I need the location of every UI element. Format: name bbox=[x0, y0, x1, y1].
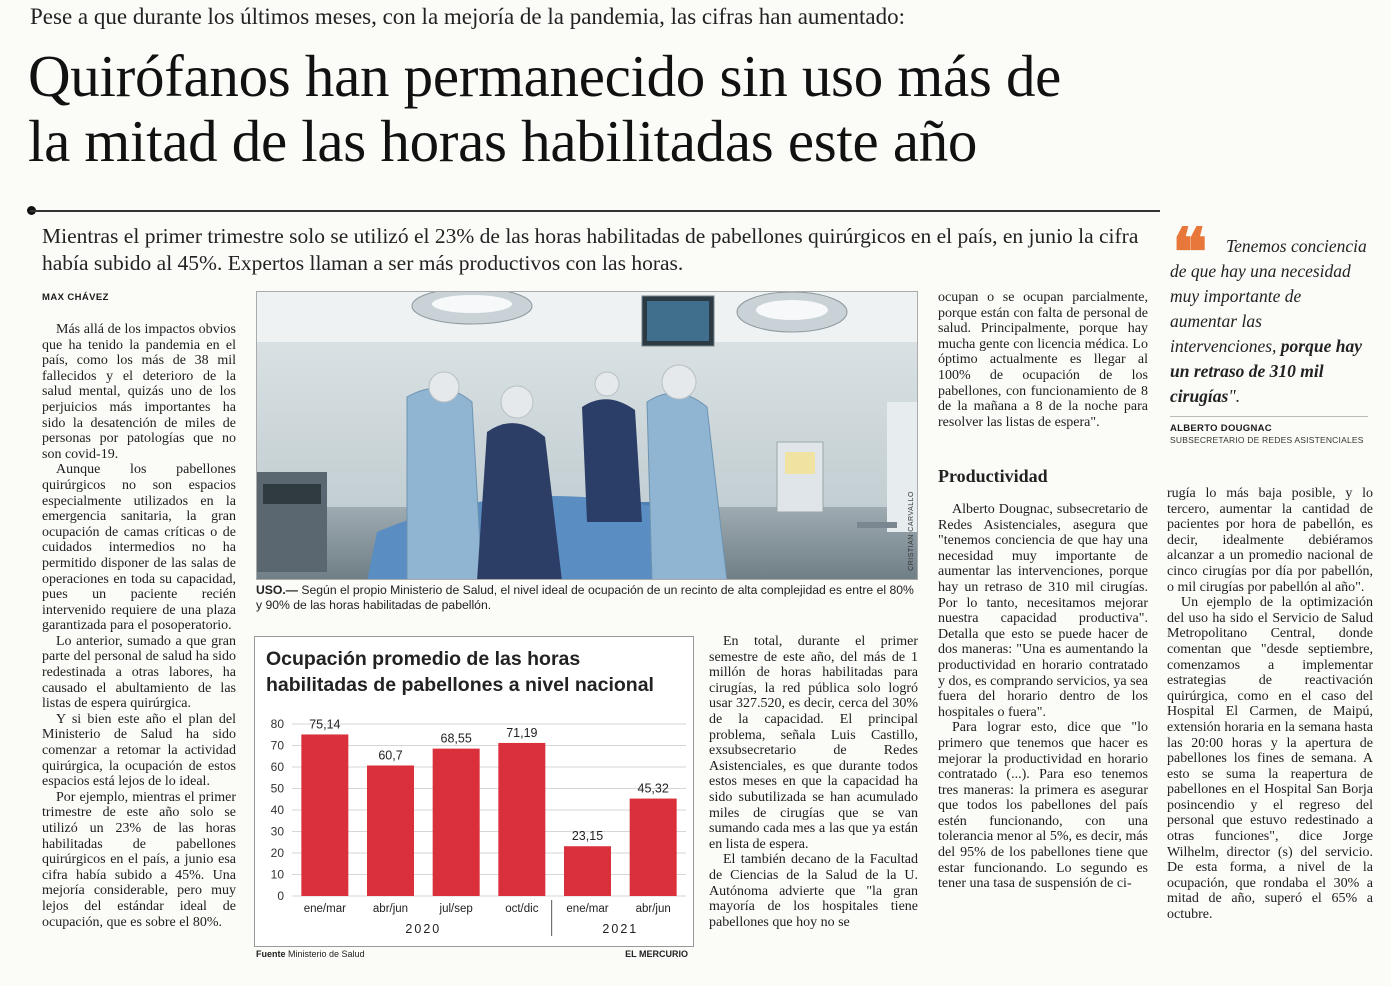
photo-illustration bbox=[257, 292, 918, 580]
operating-room-photo bbox=[256, 291, 918, 580]
column-3-bottom bbox=[938, 502, 1148, 892]
photo-caption bbox=[256, 583, 918, 613]
kicker: Pese a que durante los últimos meses, con la mejoría de la pandemia, las cifras han aumentado: bbox=[30, 4, 905, 29]
paragraph: rugía lo más baja posible, y lo tercero, aumentar la cantidad de pacientes por hora de pabellón, es decir, idealmente debiéramos alcanzar a un promedio nacional de cinco cirugías por día por pabellón, o mil cirugías por pabellón al año". bbox=[1167, 486, 1373, 595]
x-tick-label: jul/sep bbox=[439, 903, 473, 915]
headline bbox=[28, 44, 1368, 174]
bar bbox=[630, 799, 677, 896]
column-middle bbox=[709, 634, 918, 930]
data-label: 60,7 bbox=[378, 748, 403, 763]
y-tick-label: 60 bbox=[270, 760, 284, 774]
x-tick-label: abr/jun bbox=[635, 903, 671, 915]
bar bbox=[498, 743, 545, 896]
source-label: Fuente bbox=[256, 949, 286, 959]
x-tick-label: abr/jun bbox=[372, 903, 409, 915]
paragraph: Y si bien este año el plan del Ministerio de Salud ha sido comenzar a retomar la actividad quirúrgica, la ocupación de estos espacios está lejos de lo ideal. bbox=[42, 711, 236, 790]
quote-rule bbox=[1170, 416, 1368, 417]
headline-line-2: la mitad de las horas habilitadas este año bbox=[28, 108, 978, 174]
bar bbox=[433, 749, 480, 896]
occupancy-chart bbox=[254, 636, 694, 960]
quote-author-role: SUBSECRETARIO DE REDES ASISTENCIALES bbox=[1170, 435, 1364, 445]
quote-mark-icon: ❝ bbox=[1172, 213, 1208, 291]
headline-line-1: Quirófanos han permanecido sin uso más de bbox=[28, 43, 1062, 109]
y-tick-label: 30 bbox=[270, 824, 284, 839]
section-subhead: Productividad bbox=[938, 466, 1048, 486]
data-label: 75,14 bbox=[309, 717, 341, 732]
x-tick-label: ene/mar bbox=[303, 903, 346, 915]
section-rule bbox=[30, 210, 1160, 212]
paragraph: Lo anterior, sumado a que gran parte del personal de salud ha sido redestinada a otras labores, ha causado el abultamiento de las listas de espera quirúrgica. bbox=[42, 633, 236, 712]
pull-quote bbox=[1170, 234, 1370, 409]
paragraph: ocupan o se ocupan parcialmente, porque están con falta de personal de salud. Principalmente, porque hay mucha gente con licencia médica. Lo óptimo actualmente es llegar al 100% de ocupación de los pabellones, con funcionamiento de 8 de la mañana a 8 de la noche para resolver las listas de espera". bbox=[938, 290, 1148, 430]
paragraph: Para lograr esto, dice que "lo primero que tenemos que hacer es mejorar la productividad en horario contratado (...). Para eso tenemos tres maneras: la primera es asegurar que todos los pabellones del país estén funcionando, con una tolerancia menor al 5%, es decir, más del 95% de los pabellones tiene que estar funcionando. Lo segundo es tener una tasa de suspensión de ci- bbox=[938, 720, 1148, 892]
paragraph: Más allá de los impactos obvios que ha tenido la pandemia en el país, como los más de 38 mil fallecidos y el deterioro de la salud mental, quizás uno de los perjuicios más importantes ha sido la desatención de miles de personas por patologías que no son covid-19. bbox=[42, 322, 236, 462]
photo-credit: CRISTIAN CARVALLO bbox=[908, 491, 915, 571]
bar bbox=[367, 765, 414, 896]
x-tick-label: oct/dic bbox=[505, 903, 539, 915]
quote-emphasis: porque hay un retraso de 310 mil cirugías bbox=[1170, 336, 1362, 406]
paragraph: Un ejemplo de la optimización del uso ha sido el Servicio de Salud Metropolitano Central, donde comentan que "desde septiembre, comenzamos a implementar estrategias de reactivación quirúrgica, como en el caso del Hospital El Carmen, de Maipú, extensión horaria en la semana hasta las 20:00 horas y la apertura de pabellones los fines de semana. A esto se suma la reapertura de pabellones en el Hospital San Borja posincendio y el regreso del personal que estuvo redestinado a otras funciones", dice Jorge Wilhelm, director (s) del servicio. De esta forma, a nivel de la ocupación, que rondaba el 30% a mitad de año, superó el 65% a octubre. bbox=[1167, 595, 1373, 923]
column-1 bbox=[42, 322, 236, 930]
bar bbox=[301, 734, 348, 896]
paragraph: En total, durante el primer semestre de este año, del más de 1 millón de horas habilitadas para cirugías, la red pública solo logró usar 327.520, es decir, cerca del 30% de la capacidad. El principal problema, señala Luis Castillo, exsubsecretario de Redes Asistenciales, es que durante todos estos meses en que la capacidad ha sido subutilizada se han acumulado miles de cirugías que se van sumando cada mes a las que ya están en lista de espera. bbox=[709, 634, 918, 852]
y-tick-label: 40 bbox=[270, 803, 284, 817]
y-tick-label: 50 bbox=[270, 781, 284, 796]
y-tick-label: 0 bbox=[277, 889, 284, 903]
byline: MAX CHÁVEZ bbox=[42, 292, 109, 303]
column-3-top bbox=[938, 290, 1148, 430]
caption-text: Según el propio Ministerio de Salud, el nivel ideal de ocupación de un recinto de alta complejidad es entre el 80% y 90% de las horas habilitadas de pabellón. bbox=[256, 583, 914, 612]
data-label: 23,15 bbox=[571, 829, 604, 844]
data-label: 68,55 bbox=[440, 731, 472, 746]
x-tick-label: ene/mar bbox=[566, 903, 609, 915]
quote-end: ". bbox=[1228, 386, 1241, 406]
paragraph: El también decano de la Facultad de Ciencias de la Salud de la U. Autónoma advierte que "la gran mayoría de los hospitales tiene pabellones que hoy no se bbox=[709, 852, 918, 930]
paragraph: Aunque los pabellones quirúrgicos no son espacios especialmente utilizados en la emergencia sanitaria, la gran ocupación de camas críticas o de cuidados intermedios no ha permitido disponer de las salas de operaciones en toda su capacidad, pues un paciente recién intervenido requiere de una plaza garantizada para el posoperatorio. bbox=[42, 462, 236, 634]
group-label: 2020 bbox=[405, 922, 442, 936]
quote-author: ALBERTO DOUGNAC bbox=[1170, 423, 1272, 434]
column-4 bbox=[1167, 486, 1373, 923]
lead-paragraph: Mientras el primer trimestre solo se utilizó el 23% de las horas habilitadas de pabellones quirúrgicos en el país, en junio la cifra había subido al 45%. Expertos llaman a ser más productivos con las horas. bbox=[42, 224, 1139, 275]
paragraph: Alberto Dougnac, subsecretario de Redes Asistenciales, asegura que "tenemos conciencia de que hay una necesidad muy importante de aumentar las intervenciones, porque hay un retraso de 310 mil cirugías. Por lo tanto, necesitamos mejorar nuestra capacidad productiva". Detalla que esto se puede hacer de dos maneras: "Una es aumentando la productividad en horario contratado y dos, es comprando servicios, ya sea fuera del horario dentro de los hospitales o fuera". bbox=[938, 502, 1148, 720]
caption-lead: USO.— bbox=[256, 583, 298, 597]
chart-source bbox=[256, 949, 365, 959]
y-tick-label: 70 bbox=[270, 738, 284, 753]
paragraph: Por ejemplo, mientras el primer trimestre de este año solo se utilizó un 23% de las horas habilitadas de pabellones quirúrgicos en el país, a junio esa cifra había subido a 45%. Una mejoría considerable, pero muy lejos del estándar ideal de ocupación, que es sobre el 80%. bbox=[42, 789, 236, 930]
y-tick-label: 80 bbox=[270, 717, 284, 731]
data-label: 71,19 bbox=[506, 725, 538, 740]
data-label: 45,32 bbox=[637, 781, 669, 796]
chart-title: Ocupación promedio de las horas habilitadas de pabellones a nivel nacional bbox=[266, 648, 654, 696]
y-tick-label: 20 bbox=[270, 846, 284, 860]
group-label: 2021 bbox=[602, 922, 639, 936]
source-text: Ministerio de Salud bbox=[288, 949, 365, 959]
brand-label: EL MERCURIO bbox=[625, 949, 688, 959]
quote-text: Tenemos conciencia de que hay una necesidad muy importante de aumentar las intervenciones, bbox=[1170, 236, 1367, 356]
bar bbox=[564, 846, 611, 896]
y-tick-label: 10 bbox=[270, 867, 284, 882]
